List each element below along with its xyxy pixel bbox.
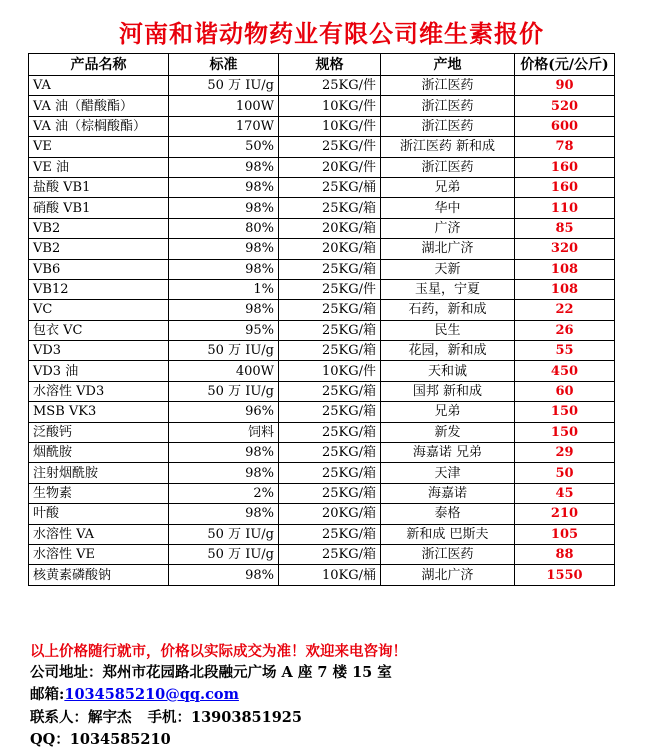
table-row (29, 443, 615, 463)
table-row (29, 300, 615, 320)
price-cell: 90 (515, 76, 615, 96)
table-row (29, 177, 615, 197)
price-notice: 以上价格随行就市，价格以实际成交为准！欢迎来电咨询！ (30, 643, 407, 660)
product-name-cell: VB2 (29, 218, 169, 238)
standard-cell: 98% (169, 259, 279, 279)
column-header-origin: 产地 (381, 54, 515, 76)
origin-cell: 石药，新和成 (381, 300, 515, 320)
origin-cell: 天新 (381, 259, 515, 279)
standard-cell: 50 万 IU/g (169, 544, 279, 564)
spec-cell: 10KG/件 (279, 96, 381, 116)
spec-cell: 20KG/箱 (279, 218, 381, 238)
origin-cell: 华中 (381, 198, 515, 218)
product-name-cell: VD3 (29, 341, 169, 361)
table-row (29, 218, 615, 238)
column-header-standard: 标准 (169, 54, 279, 76)
price-table (28, 53, 615, 586)
spec-cell: 10KG/件 (279, 116, 381, 136)
product-name-cell: MSB VK3 (29, 402, 169, 422)
spec-cell: 25KG/箱 (279, 402, 381, 422)
price-cell: 50 (515, 463, 615, 483)
spec-cell: 20KG/箱 (279, 239, 381, 259)
price-cell: 1550 (515, 565, 615, 585)
mobile-phone: 手机：13903851925 (147, 709, 302, 726)
standard-cell: 98% (169, 300, 279, 320)
origin-cell: 新发 (381, 422, 515, 442)
standard-cell: 96% (169, 402, 279, 422)
email-line (30, 683, 650, 704)
table-row (29, 422, 615, 442)
spec-cell: 25KG/件 (279, 76, 381, 96)
product-name-cell: 叶酸 (29, 504, 169, 524)
table-row (29, 157, 615, 177)
standard-cell: 98% (169, 157, 279, 177)
price-cell: 88 (515, 544, 615, 564)
price-cell: 22 (515, 300, 615, 320)
spec-cell: 25KG/箱 (279, 259, 381, 279)
price-cell: 85 (515, 218, 615, 238)
contact-person: 联系人：解宇杰 (30, 709, 132, 726)
origin-cell: 新和成 巴斯夫 (381, 524, 515, 544)
qq-number: QQ：1034585210 (30, 731, 171, 748)
product-name-cell: VA 油（棕榈酸酯） (29, 116, 169, 136)
product-name-cell: VA (29, 76, 169, 96)
table-row (29, 96, 615, 116)
product-name-cell: VB12 (29, 279, 169, 299)
price-cell: 45 (515, 483, 615, 503)
standard-cell: 98% (169, 198, 279, 218)
standard-cell: 100W (169, 96, 279, 116)
origin-cell: 湖北广济 (381, 239, 515, 259)
product-name-cell: VA 油（醋酸酯） (29, 96, 169, 116)
price-cell: 600 (515, 116, 615, 136)
spec-cell: 10KG/桶 (279, 565, 381, 585)
table-row (29, 402, 615, 422)
price-cell: 520 (515, 96, 615, 116)
table-row (29, 381, 615, 401)
product-name-cell: 生物素 (29, 483, 169, 503)
product-name-cell: 水溶性 VE (29, 544, 169, 564)
origin-cell: 海嘉诺 兄弟 (381, 443, 515, 463)
price-cell: 26 (515, 320, 615, 340)
spec-cell: 25KG/件 (279, 279, 381, 299)
table-row (29, 116, 615, 136)
table-row (29, 504, 615, 524)
origin-cell: 兄弟 (381, 402, 515, 422)
spec-cell: 25KG/箱 (279, 381, 381, 401)
product-name-cell: VD3 油 (29, 361, 169, 381)
table-row (29, 239, 615, 259)
standard-cell: 饲料 (169, 422, 279, 442)
price-cell: 108 (515, 259, 615, 279)
price-cell: 160 (515, 157, 615, 177)
product-name-cell: 核黄素磷酸钠 (29, 565, 169, 585)
price-cell: 55 (515, 341, 615, 361)
origin-cell: 民生 (381, 320, 515, 340)
origin-cell: 天和诚 (381, 361, 515, 381)
standard-cell: 50 万 IU/g (169, 76, 279, 96)
product-name-cell: 烟酰胺 (29, 443, 169, 463)
price-cell: 150 (515, 422, 615, 442)
spec-cell: 25KG/桶 (279, 177, 381, 197)
email-link[interactable]: 1034585210@qq.com (64, 686, 239, 703)
table-row (29, 544, 615, 564)
contact-line (30, 706, 650, 727)
standard-cell: 98% (169, 443, 279, 463)
column-header-product-name: 产品名称 (29, 54, 169, 76)
origin-cell: 浙江医药 新和成 (381, 137, 515, 157)
product-name-cell: 硝酸 VB1 (29, 198, 169, 218)
standard-cell: 50% (169, 137, 279, 157)
product-name-cell: VE (29, 137, 169, 157)
column-header-price: 价格(元/公斤) (515, 54, 615, 76)
table-body (29, 76, 615, 586)
origin-cell: 浙江医药 (381, 76, 515, 96)
price-cell: 450 (515, 361, 615, 381)
spec-cell: 25KG/箱 (279, 422, 381, 442)
standard-cell: 50 万 IU/g (169, 341, 279, 361)
table-row (29, 320, 615, 340)
standard-cell: 98% (169, 239, 279, 259)
origin-cell: 泰格 (381, 504, 515, 524)
table-row (29, 198, 615, 218)
standard-cell: 98% (169, 504, 279, 524)
product-name-cell: VB6 (29, 259, 169, 279)
standard-cell: 1% (169, 279, 279, 299)
table-row (29, 137, 615, 157)
column-header-spec: 规格 (279, 54, 381, 76)
table-row (29, 341, 615, 361)
standard-cell: 95% (169, 320, 279, 340)
origin-cell: 浙江医药 (381, 116, 515, 136)
spec-cell: 25KG/箱 (279, 341, 381, 361)
spec-cell: 25KG/箱 (279, 483, 381, 503)
price-cell: 78 (515, 137, 615, 157)
product-name-cell: 泛酸钙 (29, 422, 169, 442)
origin-cell: 浙江医药 (381, 96, 515, 116)
email-label: 邮箱: (30, 686, 65, 703)
standard-cell: 98% (169, 177, 279, 197)
product-name-cell: VE 油 (29, 157, 169, 177)
table-row (29, 565, 615, 585)
spec-cell: 25KG/箱 (279, 544, 381, 564)
product-name-cell: 水溶性 VA (29, 524, 169, 544)
table-row (29, 524, 615, 544)
table-header-row (29, 54, 615, 76)
price-cell: 29 (515, 443, 615, 463)
standard-cell: 2% (169, 483, 279, 503)
origin-cell: 花园，新和成 (381, 341, 515, 361)
product-name-cell: 注射烟酰胺 (29, 463, 169, 483)
standard-cell: 80% (169, 218, 279, 238)
origin-cell: 湖北广济 (381, 565, 515, 585)
standard-cell: 170W (169, 116, 279, 136)
standard-cell: 98% (169, 565, 279, 585)
table-row (29, 463, 615, 483)
spec-cell: 20KG/件 (279, 157, 381, 177)
spec-cell: 25KG/箱 (279, 300, 381, 320)
product-name-cell: VB2 (29, 239, 169, 259)
origin-cell: 浙江医药 (381, 544, 515, 564)
table-row (29, 259, 615, 279)
standard-cell: 50 万 IU/g (169, 524, 279, 544)
spec-cell: 25KG/箱 (279, 524, 381, 544)
product-name-cell: 水溶性 VD3 (29, 381, 169, 401)
standard-cell: 98% (169, 463, 279, 483)
price-cell: 60 (515, 381, 615, 401)
spec-cell: 25KG/件 (279, 137, 381, 157)
origin-cell: 国邦 新和成 (381, 381, 515, 401)
origin-cell: 海嘉诺 (381, 483, 515, 503)
price-cell: 320 (515, 239, 615, 259)
origin-cell: 广济 (381, 218, 515, 238)
spec-cell: 10KG/件 (279, 361, 381, 381)
product-name-cell: 包衣 VC (29, 320, 169, 340)
spec-cell: 25KG/箱 (279, 463, 381, 483)
standard-cell: 50 万 IU/g (169, 381, 279, 401)
origin-cell: 兄弟 (381, 177, 515, 197)
price-cell: 110 (515, 198, 615, 218)
page-title: 河南和谐动物药业有限公司维生素报价 (119, 19, 544, 48)
price-cell: 160 (515, 177, 615, 197)
table-row (29, 361, 615, 381)
spec-cell: 25KG/箱 (279, 443, 381, 463)
spec-cell: 25KG/箱 (279, 198, 381, 218)
standard-cell: 400W (169, 361, 279, 381)
price-cell: 210 (515, 504, 615, 524)
table-row (29, 76, 615, 96)
price-cell: 108 (515, 279, 615, 299)
spec-cell: 20KG/箱 (279, 504, 381, 524)
price-cell: 150 (515, 402, 615, 422)
table-row (29, 483, 615, 503)
origin-cell: 玉星，宁夏 (381, 279, 515, 299)
spec-cell: 25KG/箱 (279, 320, 381, 340)
product-name-cell: VC (29, 300, 169, 320)
origin-cell: 浙江医药 (381, 157, 515, 177)
company-address: 公司地址：郑州市花园路北段融元广场 A 座 7 楼 15 室 (30, 664, 392, 681)
product-name-cell: 盐酸 VB1 (29, 177, 169, 197)
price-cell: 105 (515, 524, 615, 544)
origin-cell: 天津 (381, 463, 515, 483)
table-row (29, 279, 615, 299)
